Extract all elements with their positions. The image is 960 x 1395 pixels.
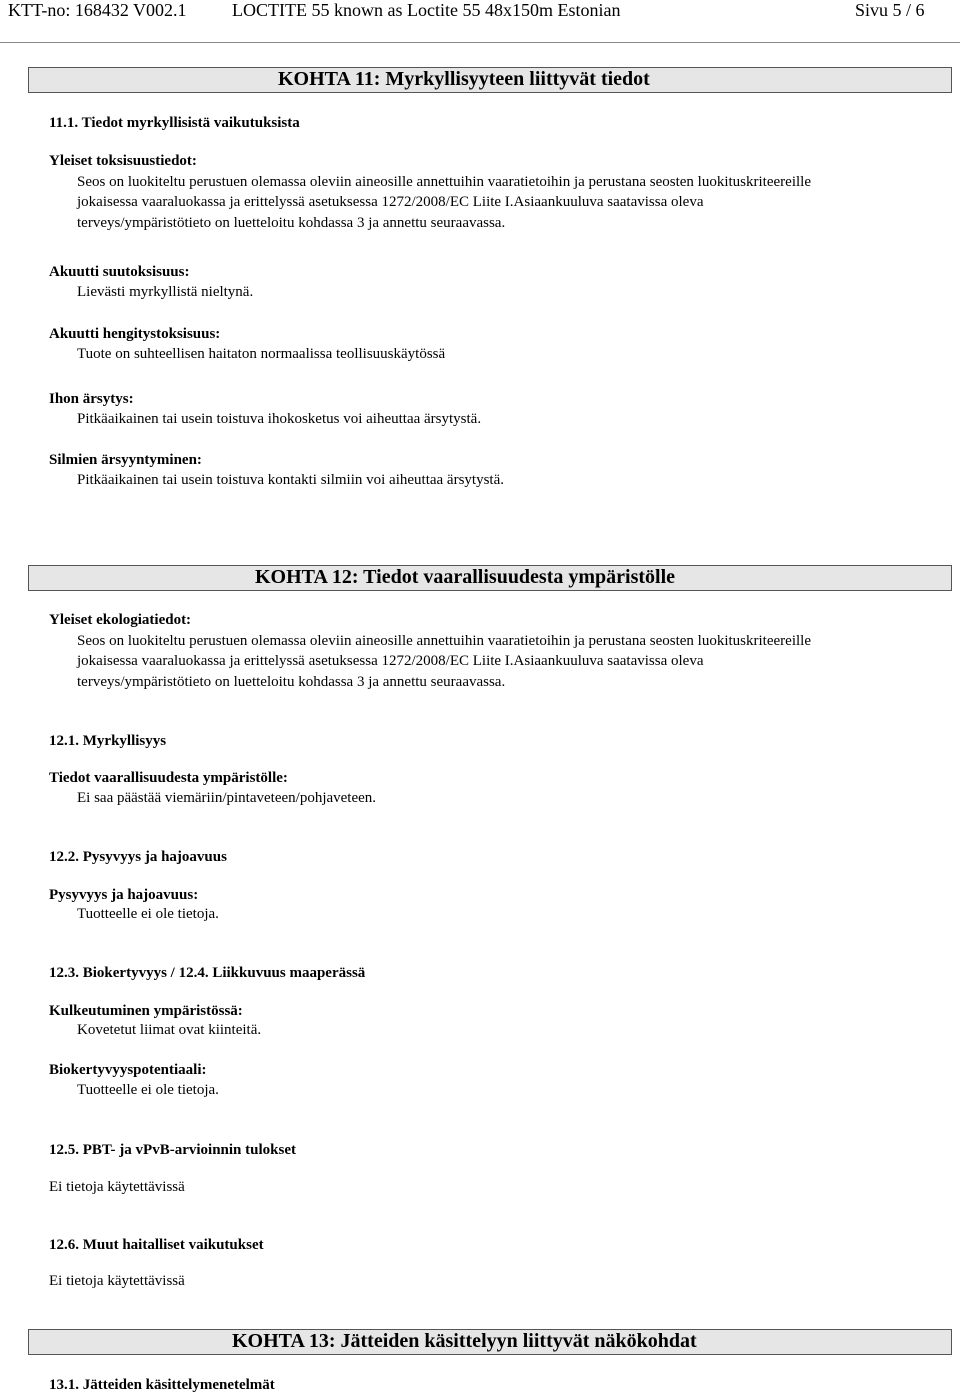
eco-info-line: jokaisessa vaaraluokassa ja erittelyssä asetuksessa 1272/2008/EC Liite I.Asiaankuuluva saatavissa oleva [77,653,704,670]
acute-inhalation-text: Tuote on suhteellisen haitaton normaalissa teollisuuskäytössä [77,346,446,362]
persistence-text: Tuotteelle ei ole tietoja. [77,906,219,922]
bioaccumulation-text: Tuotteelle ei ole tietoja. [77,1082,219,1098]
general-toxicity-label: Yleiset toksisuustiedot: [49,153,197,169]
page-number: Sivu 5 / 6 [855,0,925,20]
subsection-12-1: 12.1. Myrkyllisyys [49,733,167,749]
subsection-12-3-12-4: 12.3. Biokertyvyys / 12.4. Liikkuvuus maaperässä [49,965,366,981]
bioaccumulation-label: Biokertyvyyspotentiaali: [49,1062,207,1078]
acute-oral-text: Lievästi myrkyllistä nieltynä. [77,284,254,300]
eye-irritation-text: Pitkäaikainen tai usein toistuva kontakti silmiin voi aiheuttaa ärsytystä. [77,472,505,488]
skin-irritation-text: Pitkäaikainen tai usein toistuva ihokosketus voi aiheuttaa ärsytystä. [77,411,482,427]
other-effects-text: Ei tietoja käytettävissä [49,1273,185,1289]
persistence-label: Pysyvyys ja hajoavuus: [49,887,199,903]
subsection-12-6: 12.6. Muut haitalliset vaikutukset [49,1237,264,1253]
subsection-11-1: 11.1. Tiedot myrkyllisistä vaikutuksista [49,115,300,131]
eco-info-text [77,631,937,692]
general-toxicity-line: jokaisessa vaaraluokassa ja erittelyssä asetuksessa 1272/2008/EC Liite I.Asiaankuuluva saatavissa oleva [77,194,704,211]
env-hazard-label: Tiedot vaarallisuudesta ympäristölle: [49,770,288,786]
mobility-text: Kovetetut liimat ovat kiinteitä. [77,1022,262,1038]
eco-info-line: terveys/ympäristötieto on luetteloitu kohdassa 3 ja annettu seuraavassa. [77,673,506,690]
general-toxicity-line: Seos on luokiteltu perustuen olemassa oleviin aineosille annettuihin vaaratietoihin ja perustana seosten luokituskriteereille [77,174,811,190]
mobility-label: Kulkeutuminen ympäristössä: [49,1003,243,1019]
eco-info-label: Yleiset ekologiatiedot: [49,612,192,628]
subsection-12-2: 12.2. Pysyvyys ja hajoavuus [49,849,227,865]
document-id: KTT-no: 168432 V002.1 [8,0,187,20]
acute-inhalation-label: Akuutti hengitystoksisuus: [49,326,221,342]
pbt-text: Ei tietoja käytettävissä [49,1179,185,1195]
eco-info-line: Seos on luokiteltu perustuen olemassa oleviin aineosille annettuihin vaaratietoihin ja perustana seosten luokituskriteereille [77,633,811,649]
header-rule [0,42,960,43]
product-name: LOCTITE 55 known as Loctite 55 48x150m Estonian [232,0,621,20]
acute-oral-label: Akuutti suutoksisuus: [49,264,190,280]
subsection-12-5: 12.5. PBT- ja vPvB-arvioinnin tulokset [49,1142,296,1158]
env-hazard-text: Ei saa päästää viemäriin/pintaveteen/pohjaveteen. [77,790,377,806]
skin-irritation-label: Ihon ärsytys: [49,391,134,407]
general-toxicity-text [77,172,937,233]
subsection-13-1: 13.1. Jätteiden käsittelymenetelmät [49,1377,275,1393]
section-12-title: KOHTA 12: Tiedot vaarallisuudesta ympäristölle [255,566,676,588]
general-toxicity-line: terveys/ympäristötieto on luetteloitu kohdassa 3 ja annettu seuraavassa. [77,214,506,231]
section-11-title: KOHTA 11: Myrkyllisyyteen liittyvät tiedot [278,68,650,90]
eye-irritation-label: Silmien ärsyyntyminen: [49,452,202,468]
section-13-title: KOHTA 13: Jätteiden käsittelyyn liittyvät näkökohdat [232,1330,697,1352]
